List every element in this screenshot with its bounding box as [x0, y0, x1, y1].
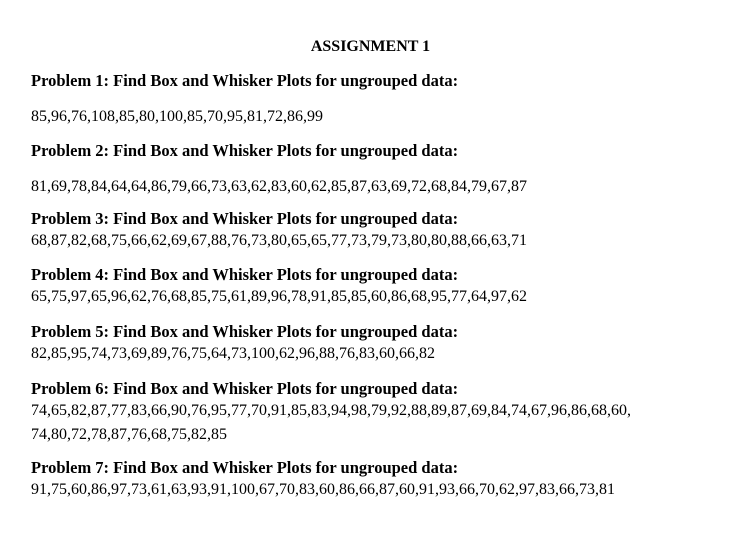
- problem-7: [31, 458, 721, 500]
- problem-5-data: 82,85,95,74,73,69,89,76,75,64,73,100,62,96,88,76,83,60,66,82: [31, 345, 435, 362]
- problem-6-data-line-1: 74,65,82,87,77,83,66,90,76,95,77,70,91,85,83,94,98,79,92,88,89,87,69,84,74,67,96,86,68,60,: [31, 402, 631, 419]
- problem-2: [31, 141, 721, 197]
- problem-6: [31, 379, 721, 445]
- problem-5-heading: Problem 5: Find Box and Whisker Plots for ungrouped data:: [31, 322, 459, 341]
- problem-4: [31, 265, 721, 307]
- problem-4-heading: Problem 4: Find Box and Whisker Plots for ungrouped data:: [31, 265, 459, 284]
- problem-2-heading: Problem 2: Find Box and Whisker Plots for ungrouped data:: [31, 141, 459, 160]
- problem-2-data: 81,69,78,84,64,64,86,79,66,73,63,62,83,60,62,85,87,63,69,72,68,84,79,67,87: [31, 178, 527, 195]
- problem-3-heading: Problem 3: Find Box and Whisker Plots for ungrouped data:: [31, 209, 459, 228]
- problem-6-heading: Problem 6: Find Box and Whisker Plots for ungrouped data:: [31, 379, 459, 398]
- problem-1-heading: Problem 1: Find Box and Whisker Plots for ungrouped data:: [31, 71, 459, 90]
- problem-1: [31, 71, 721, 127]
- problem-4-data: 65,75,97,65,96,62,76,68,85,75,61,89,96,78,91,85,85,60,86,68,95,77,64,97,62: [31, 288, 527, 305]
- problem-6-data-line-2: 74,80,72,78,87,76,68,75,82,85: [31, 426, 227, 443]
- problem-7-heading: Problem 7: Find Box and Whisker Plots for ungrouped data:: [31, 458, 459, 477]
- problem-1-data: 85,96,76,108,85,80,100,85,70,95,81,72,86,99: [31, 108, 323, 125]
- problem-3: [31, 209, 721, 251]
- page-title: ASSIGNMENT 1: [310, 38, 431, 55]
- problem-3-data: 68,87,82,68,75,66,62,69,67,88,76,73,80,65,65,77,73,79,73,80,80,88,66,63,71: [31, 232, 527, 249]
- problem-5: [31, 322, 721, 364]
- problem-7-data: 91,75,60,86,97,73,61,63,93,91,100,67,70,83,60,86,66,87,60,91,93,66,70,62,97,83,66,73,81: [31, 481, 615, 498]
